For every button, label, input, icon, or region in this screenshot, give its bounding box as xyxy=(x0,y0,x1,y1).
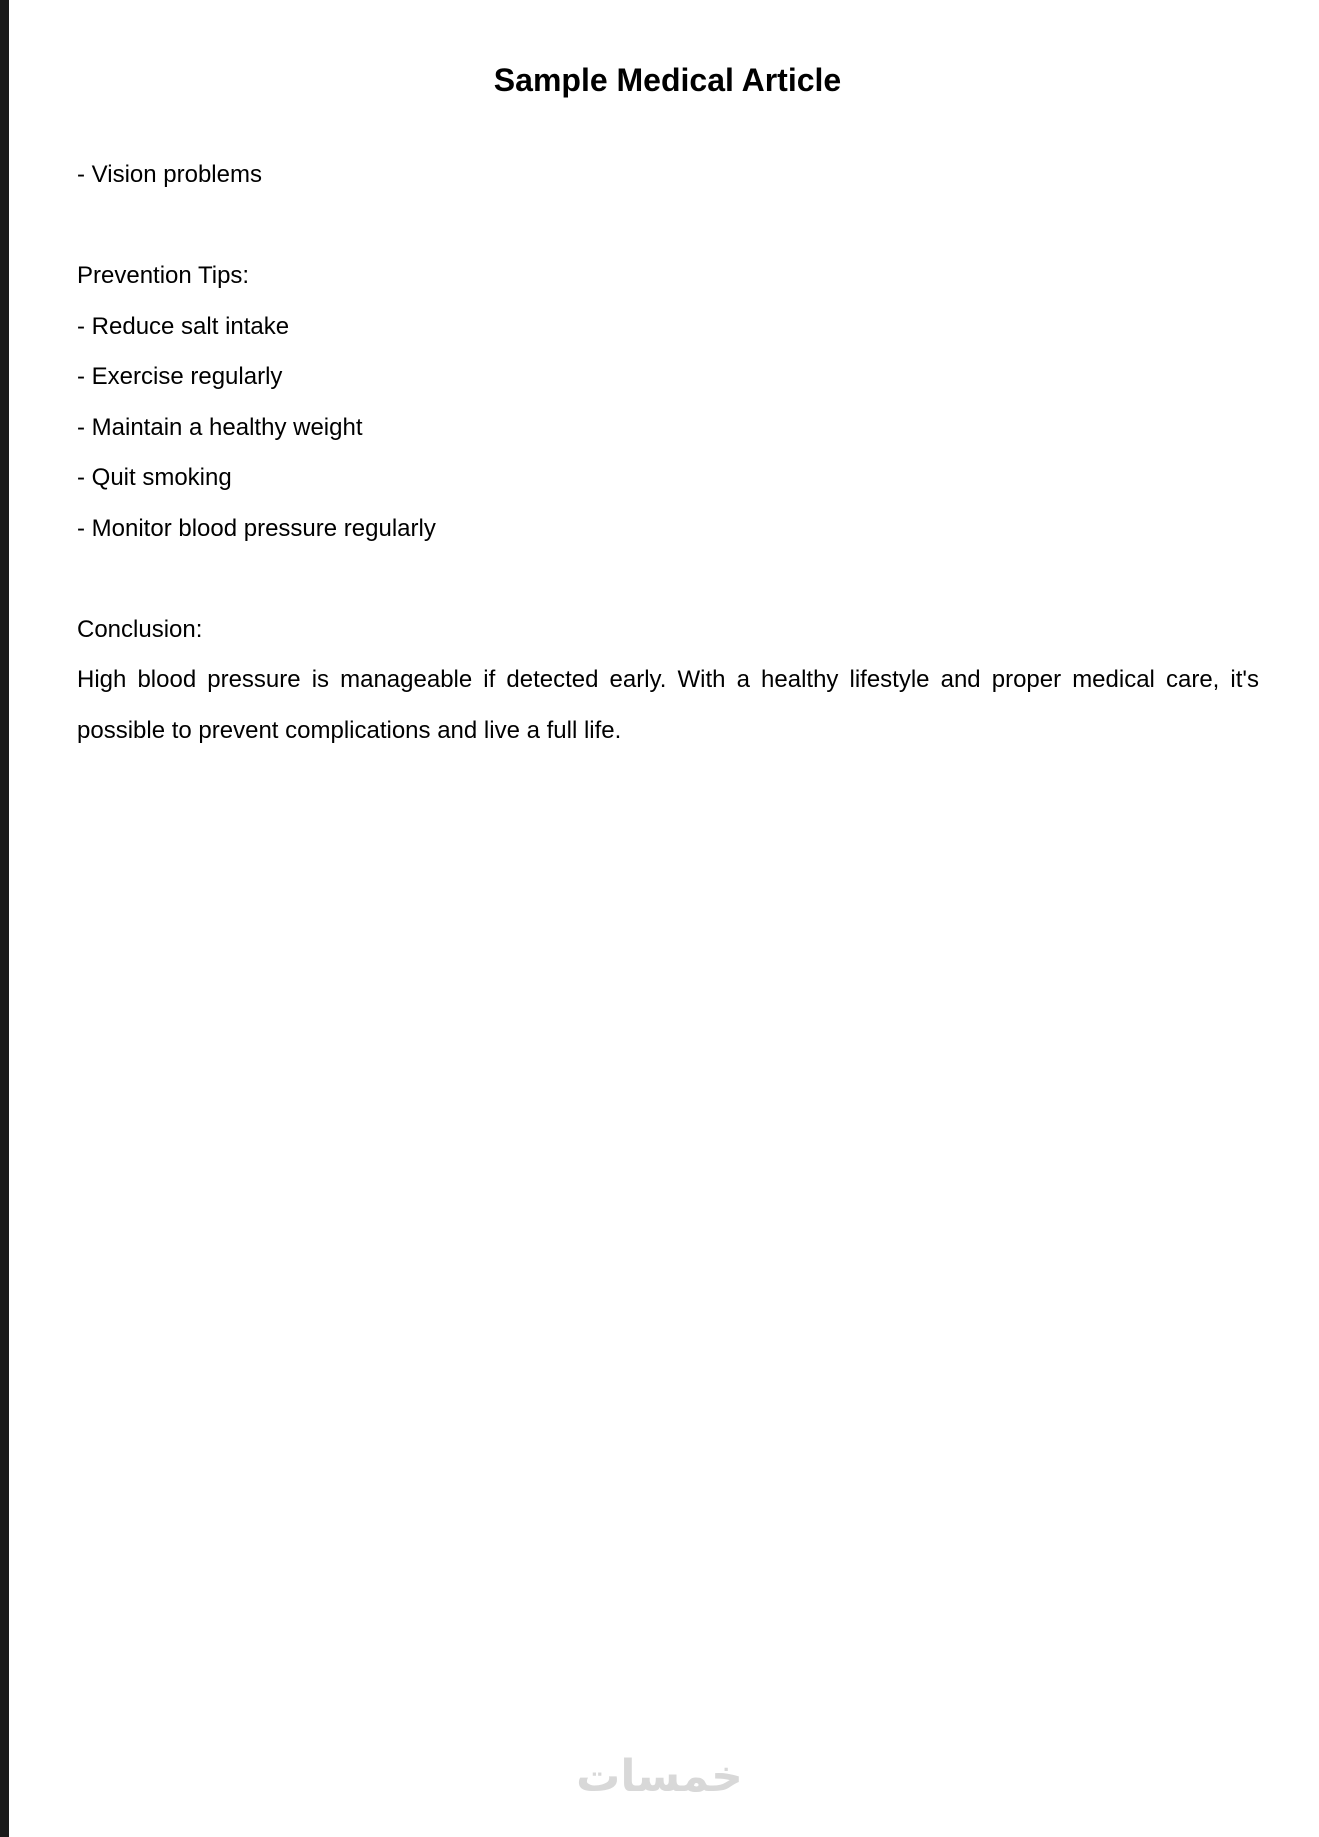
list-item: - Quit smoking xyxy=(77,464,232,491)
left-edge-border xyxy=(0,0,9,1837)
list-item: - Exercise regularly xyxy=(77,363,283,390)
spacer xyxy=(77,201,1259,252)
list-item: - Maintain a healthy weight xyxy=(77,413,363,441)
page-title: Sample Medical Article xyxy=(493,62,842,98)
list-item-vision-problems: - Vision problems xyxy=(77,161,262,188)
conclusion-paragraph: High blood pressure is manageable if detected early. With a healthy lifestyle and proper medical care, it's possible to prevent complications and live a full life. xyxy=(77,666,1259,744)
watermark-logo: خمسات xyxy=(576,1751,743,1802)
document-body xyxy=(77,150,1259,756)
list-item: - Monitor blood pressure regularly xyxy=(77,514,436,542)
prevention-heading: Prevention Tips: xyxy=(77,262,250,289)
spacer xyxy=(77,554,1259,605)
list-item: - Reduce salt intake xyxy=(77,312,290,340)
conclusion-heading: Conclusion: xyxy=(77,615,203,643)
